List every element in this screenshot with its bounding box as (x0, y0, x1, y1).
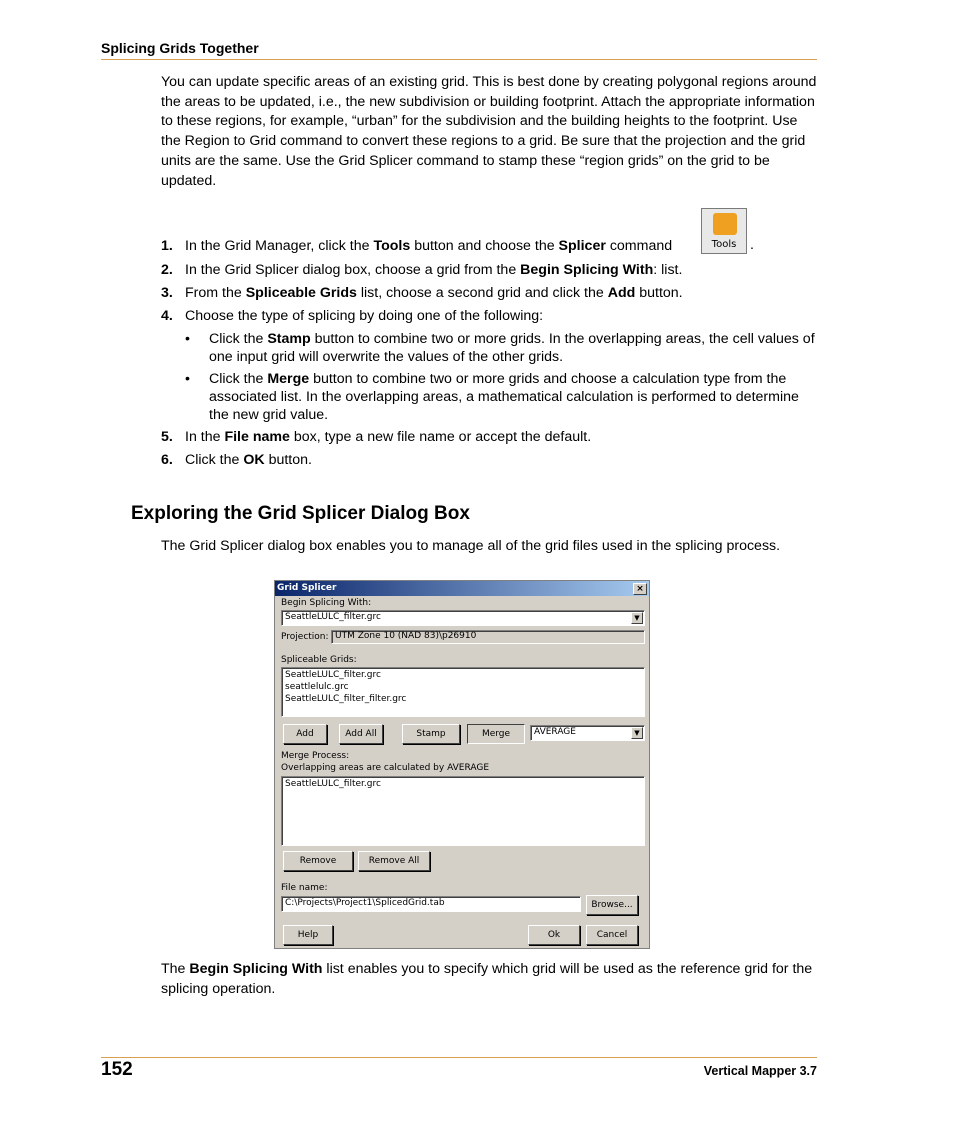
step-2 (161, 261, 817, 279)
remove-all-button[interactable]: Remove All (358, 851, 430, 871)
dialog-title: Grid Splicer (277, 583, 337, 593)
projection-value: UTM Zone 10 (NAD 83)\p26910 (331, 630, 645, 644)
list-item[interactable]: seattlelulc.grc (285, 682, 349, 692)
browse-button[interactable]: Browse... (586, 895, 638, 915)
remove-button[interactable]: Remove (283, 851, 353, 871)
footer-rule (101, 1057, 817, 1058)
bullet-merge (185, 370, 817, 424)
spliceable-grids-label: Spliceable Grids: (281, 655, 357, 665)
begin-splicing-label: Begin Splicing With: (281, 598, 372, 608)
bullet-dot: • (185, 371, 190, 387)
bullet-dot: • (185, 331, 190, 347)
list-item[interactable]: SeattleLULC_filter.grc (285, 670, 381, 680)
add-button[interactable]: Add (283, 724, 327, 744)
file-name-label: File name: (281, 883, 328, 893)
step-number: 6. (161, 452, 173, 468)
list-item[interactable]: SeattleLULC_filter.grc (285, 779, 381, 789)
merge-type-select[interactable]: AVERAGE ▼ (530, 725, 645, 741)
spliceable-grids-list[interactable] (281, 667, 645, 717)
wrench-icon (713, 213, 737, 235)
step-text: In the Grid Manager, click the Tools button and choose the Splicer command (185, 238, 673, 254)
add-all-button[interactable]: Add All (339, 724, 383, 744)
close-icon[interactable]: × (633, 583, 647, 595)
step-number: 4. (161, 308, 173, 324)
step-number: 2. (161, 262, 173, 278)
merge-process-description: Overlapping areas are calculated by AVERAGE (281, 763, 490, 773)
step-1-period: . (750, 237, 754, 253)
step-text: Choose the type of splicing by doing one of the following: (185, 308, 544, 324)
help-button[interactable]: Help (283, 925, 333, 945)
merge-process-list[interactable] (281, 776, 645, 846)
section-heading: Exploring the Grid Splicer Dialog Box (131, 503, 470, 524)
step-5 (161, 428, 817, 446)
header-rule (101, 59, 817, 60)
step-3 (161, 284, 817, 302)
step-text: In the Grid Splicer dialog box, choose a grid from the Begin Splicing With: list. (185, 262, 683, 278)
grid-splicer-dialog (274, 580, 650, 949)
intro-paragraph: You can update specific areas of an existing grid. This is best done by creating polygonal regions around the areas to be updated, i.e., the new subdivision or building footprint. Attach the appropriate information to these regions, for example, “urban” for the subdivision and the building heights to the footprint. Use the Region to Grid command to convert these regions to a grid. Be sure that the projection and the grid units are the same. Use the Grid Splicer command to stamp these “region grids” on the grid to be updated. (161, 74, 817, 189)
merge-process-label: Merge Process: (281, 751, 350, 761)
step-text: Click the OK button. (185, 452, 312, 468)
tools-button-icon (701, 208, 747, 254)
tools-icon-caption: Tools (711, 239, 737, 250)
step-6 (161, 451, 817, 469)
list-item[interactable]: SeattleLULC_filter_filter.grc (285, 694, 407, 704)
bullet-text: Click the Merge button to combine two or more grids and choose a calculation type from the associated list. In the overlapping areas, a mathematical calculation is performed to determine the new grid value. (209, 371, 799, 423)
step-number: 3. (161, 285, 173, 301)
section-header: Splicing Grids Together (101, 40, 259, 56)
step-text: From the Spliceable Grids list, choose a second grid and click the Add button. (185, 285, 683, 301)
dialog-title-bar (275, 581, 649, 596)
bullet-stamp (185, 330, 817, 366)
step-4 (161, 307, 817, 325)
step-number: 1. (161, 238, 173, 254)
step-number: 5. (161, 429, 173, 445)
cancel-button[interactable]: Cancel (586, 925, 638, 945)
section-intro: The Grid Splicer dialog box enables you to manage all of the grid files used in the splicing process. (161, 538, 781, 554)
stamp-button[interactable]: Stamp (402, 724, 460, 744)
chevron-down-icon[interactable]: ▼ (631, 727, 643, 739)
product-name: Vertical Mapper 3.7 (703, 1064, 817, 1078)
bullet-text: Click the Stamp button to combine two or more grids. In the overlapping areas, the cell values of one input grid will overwrite the values of the other grids. (209, 331, 815, 365)
chevron-down-icon[interactable]: ▼ (631, 612, 643, 624)
page-number: 152 (101, 1059, 133, 1080)
merge-button[interactable]: Merge (467, 724, 525, 744)
begin-splicing-select[interactable]: SeattleLULC_filter.grc ▼ (281, 610, 645, 626)
file-name-input[interactable]: C:\Projects\Project1\SplicedGrid.tab (281, 896, 581, 912)
outro-paragraph: The Begin Splicing With list enables you to specify which grid will be used as the reference grid for the splicing operation. (161, 961, 813, 997)
projection-label: Projection: (281, 632, 329, 642)
ok-button[interactable]: Ok (528, 925, 580, 945)
step-text: In the File name box, type a new file name or accept the default. (185, 429, 592, 445)
